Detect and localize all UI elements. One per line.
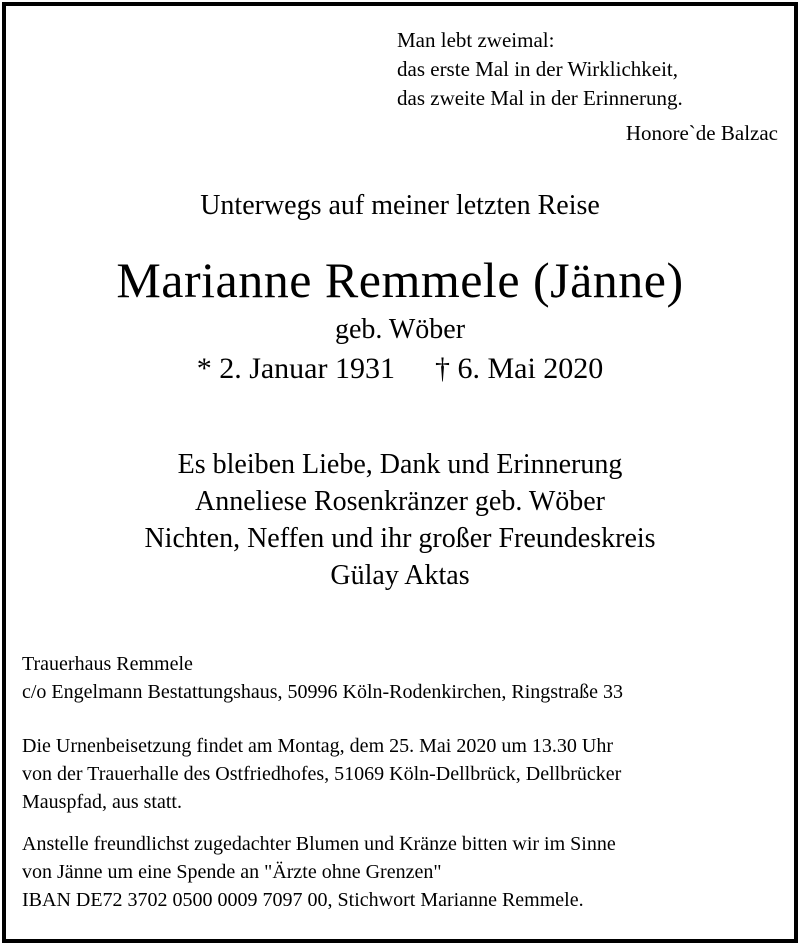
- mourning-address: [22, 650, 774, 706]
- burial-line: Die Urnenbeisetzung findet am Montag, dem 25. Mai 2020 um 13.30 Uhr: [22, 735, 613, 757]
- quote-line: das erste Mal in der Wirklichkeit,: [397, 57, 679, 81]
- motto: Unterwegs auf meiner letzten Reise: [200, 190, 600, 221]
- mourners-list: [0, 446, 800, 594]
- mourner-line: Es bleiben Liebe, Dank und Erinnerung: [177, 449, 623, 480]
- donation-line: IBAN DE72 3702 0500 0009 7097 00, Stichwort Marianne Remmele.: [22, 889, 584, 911]
- donation-notice: [22, 830, 774, 914]
- birth-name: geb. Wöber: [334, 314, 466, 345]
- burial-notice: [22, 732, 774, 816]
- donation-line: Anstelle freundlichst zugedachter Blumen und Kränze bitten wir im Sinne: [22, 833, 616, 855]
- address-line: Trauerhaus Remmele: [22, 653, 193, 675]
- burial-line: Mauspfad, aus statt.: [22, 791, 182, 813]
- quote-line: das zweite Mal in der Erinnerung.: [397, 86, 683, 110]
- quote-author: Honore`de Balzac: [625, 121, 778, 145]
- address-line: c/o Engelmann Bestattungshaus, 50996 Köln-Rodenkirchen, Ringstraße 33: [22, 681, 624, 703]
- life-dates: [0, 352, 800, 386]
- mourner-line: Anneliese Rosenkränzer geb. Wöber: [195, 486, 605, 517]
- mourner-line: Nichten, Neffen und ihr großer Freundeskreis: [144, 523, 656, 554]
- mourner-line: Gülay Aktas: [330, 560, 470, 591]
- deceased-name: Marianne Remmele (Jänne): [116, 252, 684, 308]
- epigraph-quote: [397, 26, 683, 113]
- death-date: † 6. Mai 2020: [434, 352, 604, 385]
- birth-date: * 2. Januar 1931: [196, 352, 395, 385]
- burial-line: von der Trauerhalle des Ostfriedhofes, 51069 Köln-Dellbrück, Dellbrücker: [22, 763, 622, 785]
- quote-line: Man lebt zweimal:: [397, 28, 555, 52]
- donation-line: von Jänne um eine Spende an "Ärzte ohne Grenzen": [22, 861, 442, 883]
